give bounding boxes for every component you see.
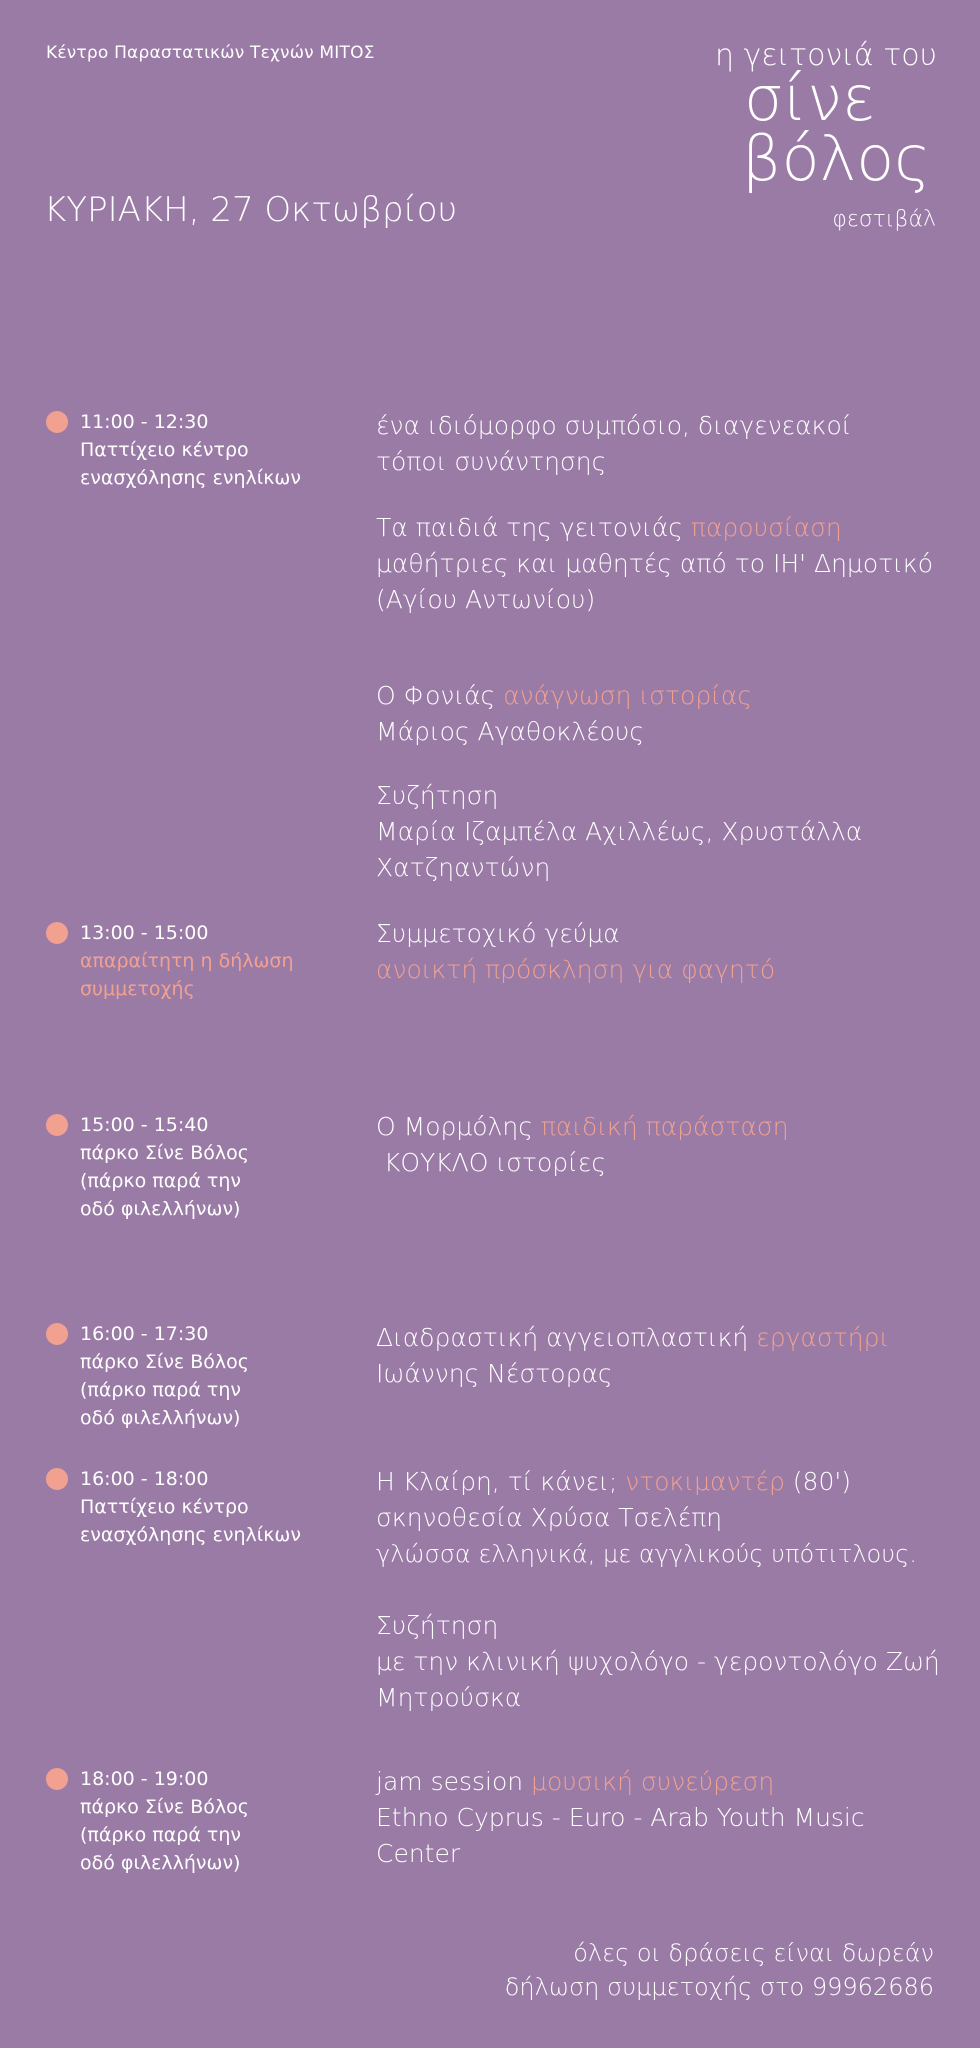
event-line: ένα ιδιόμορφο συμπόσιο, διαγενεακοί: [376, 411, 852, 440]
event-line: τόποι συνάντησης: [376, 447, 607, 476]
event-line: Center: [376, 1839, 461, 1868]
event-line: (Αγίου Αντωνίου): [376, 585, 596, 614]
event-line: Μητρούσκα: [376, 1683, 522, 1712]
bullet-dot: [46, 1323, 68, 1345]
slot-place: πάρκο Σίνε Βόλος: [80, 1796, 249, 1818]
event-line: γλώσσα ελληνικά, με αγγλικούς υπότιτλους.: [376, 1540, 917, 1568]
slot-time: 13:00 - 15:00: [80, 922, 209, 944]
time-slot: [80, 1111, 249, 1223]
event-block: [376, 1608, 946, 1716]
event-block: [376, 1464, 946, 1572]
event-block: [376, 778, 946, 886]
bullet-dot: [46, 1114, 68, 1136]
event-tag: ανοικτή πρόσκληση για φαγητό: [376, 955, 776, 984]
event-line: Μαρία Ιζαμπέλα Αχιλλέως, Χρυστάλλα: [376, 817, 863, 846]
event-line: ΚΟΥΚΛΟ ιστορίες: [376, 1148, 607, 1177]
event-line: με την κλινική ψυχολόγο - γεροντολόγο Ζωή: [376, 1647, 940, 1676]
event-block: [376, 510, 946, 618]
organizer-name: Κέντρο Παραστατικών Τεχνών ΜΙΤΟΣ: [46, 43, 375, 63]
slot-place: οδό φιλελλήνων): [80, 1852, 241, 1874]
event-title: Ο Φονιάς ανάγνωση ιστορίας: [376, 681, 753, 710]
slot-place: (πάρκο παρά την: [80, 1824, 241, 1846]
slot-place: Παττίχειο κέντρο: [80, 1496, 249, 1518]
slot-time: 18:00 - 19:00: [80, 1768, 209, 1790]
registration-phone: δήλωση συμμετοχής στο 99962686: [504, 1973, 934, 2001]
footer-info: [505, 1936, 934, 2004]
slot-place: οδό φιλελλήνων): [80, 1198, 241, 1220]
slot-place: ενασχόλησης ενηλίκων: [80, 467, 301, 489]
event-tag: ντοκιμαντέρ: [625, 1467, 785, 1496]
event-title: Η Κλαίρη, τί κάνει; ντοκιμαντέρ (80'): [376, 1467, 851, 1496]
event-tag: εργαστήρι: [756, 1323, 890, 1352]
time-slot: [80, 1320, 249, 1432]
bullet-dot: [46, 922, 68, 944]
event-line: Ιωάννης Νέστορας: [376, 1359, 613, 1388]
logo-line-1: η γειτονιά του: [714, 38, 937, 73]
event-line: Συζήτηση: [376, 781, 499, 810]
time-slot: [80, 1465, 301, 1549]
event-line: μαθήτριες και μαθητές από το ΙΗ' Δημοτικό: [376, 549, 933, 578]
event-line: Ethno Cyprus - Euro - Arab Youth Music: [376, 1803, 865, 1832]
event-block: [376, 916, 946, 988]
event-block: [376, 1764, 946, 1872]
slot-place: πάρκο Σίνε Βόλος: [80, 1351, 249, 1373]
event-title: Ο Μορμόλης παιδική παράσταση: [376, 1112, 789, 1141]
slot-place: (πάρκο παρά την: [80, 1170, 241, 1192]
event-line: σκηνοθεσία Χρύσα Τσελέπη: [376, 1503, 723, 1532]
time-slot: [80, 1765, 249, 1877]
bullet-dot: [46, 1468, 68, 1490]
event-line: Συμμετοχικό γεύμα: [376, 919, 620, 948]
slot-place: πάρκο Σίνε Βόλος: [80, 1142, 249, 1164]
event-block: [376, 1109, 946, 1181]
slot-time: 16:00 - 17:30: [80, 1323, 209, 1345]
event-line: Χατζηαντώνη: [376, 853, 551, 882]
slot-note: απαραίτητη η δήλωση: [80, 950, 294, 972]
event-title: Τα παιδιά της γειτονιάς παρουσίαση: [376, 513, 842, 542]
slot-time: 16:00 - 18:00: [80, 1468, 209, 1490]
logo-line-4: φεστιβάλ: [832, 207, 936, 232]
bullet-dot: [46, 1768, 68, 1790]
slot-place: οδό φιλελλήνων): [80, 1407, 241, 1429]
free-events-note: όλες οι δράσεις είναι δωρεάν: [573, 1939, 934, 1967]
time-slot: [80, 919, 294, 1003]
event-block: [376, 1320, 946, 1392]
time-slot: [80, 408, 301, 492]
slot-place: Παττίχειο κέντρο: [80, 439, 249, 461]
event-title: jam session μουσική συνεύρεση: [376, 1767, 775, 1796]
event-tag: παιδική παράσταση: [540, 1112, 789, 1141]
slot-time: 15:00 - 15:40: [80, 1114, 209, 1136]
event-block: [376, 678, 946, 750]
slot-place: ενασχόλησης ενηλίκων: [80, 1524, 301, 1546]
slot-time: 11:00 - 12:30: [80, 411, 209, 433]
event-tag: ανάγνωση ιστορίας: [503, 681, 753, 710]
logo-line-2: σίνε: [744, 62, 876, 135]
slot-note: συμμετοχής: [80, 978, 195, 1000]
event-title: Διαδραστική αγγειοπλαστική εργαστήρι: [376, 1323, 890, 1352]
logo-line-3: βόλος: [742, 122, 931, 195]
event-line: Μάριος Αγαθοκλέους: [376, 717, 645, 746]
event-tag: παρουσίαση: [690, 513, 842, 542]
event-date: ΚΥΡΙΑΚΗ, 27 Οκτωβρίου: [44, 190, 458, 230]
event-tag: μουσική συνεύρεση: [531, 1767, 775, 1796]
event-line: Συζήτηση: [376, 1611, 499, 1640]
event-block: [376, 408, 946, 480]
bullet-dot: [46, 411, 68, 433]
slot-place: (πάρκο παρά την: [80, 1379, 241, 1401]
